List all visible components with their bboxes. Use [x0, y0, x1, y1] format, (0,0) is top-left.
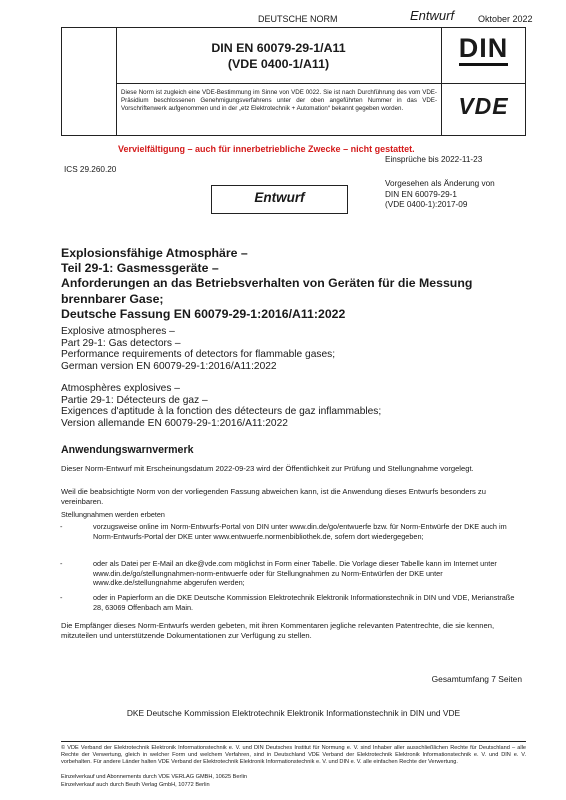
title-german-line-4: brennbarer Gase;	[61, 291, 164, 306]
list-item-text: oder als Datei per E-Mail an dke@vde.com möglichst in Form einer Tabelle. Die Vorlage dieser Tabelle kann im Internet unter www.din.de/go/stellungnahmen-norm-entwuerfe oder für Stellungnahmen zu Norm-Entwürfen der DKE unter www.dke.de/stellungnahme abgerufen werden;	[93, 559, 497, 588]
title-english-line-4: German version EN 60079-29-1:2016/A11:2022	[61, 360, 277, 372]
sales-vde: Einzelverkauf und Abonnements durch VDE VERLAG GMBH, 10625 Berlin	[61, 774, 247, 780]
title-german	[61, 246, 531, 322]
warning-paragraph-1: Dieser Norm-Entwurf mit Erscheinungsdatum 2022-09-23 wird der Öffentlichkeit zur Prüfung und Stellungnahme vorgelegt.	[61, 464, 474, 473]
amendment-line-3: (VDE 0400-1):2017-09	[385, 200, 468, 210]
footer-rule	[61, 741, 526, 742]
warning-heading: Anwendungswarnvermerk	[61, 444, 194, 456]
list-bullet: -	[60, 559, 63, 568]
title-english-line-1: Explosive atmospheres –	[61, 326, 175, 337]
copyright-notice: © VDE Verband der Elektrotechnik Elektronik Informationstechnik e. V. und DIN Deutsches Institut für Normung e. V. sind Inhaber aller ausschließlichen Rechte für Deutschland – alle Rechte der Verwertung, gleich in welcher Form und welchem Verfahren, sind in Deutschland VDE Verband der Elektrotechnik Elektronik Informationstechnik e. V. und DIN e. V. vorbehalten. Für andere Länder halten VDE Verband der Elektrotechnik Elektronik Informationstechnik e. V. und DIN e. V. alle einfachen Rechte der Verwertung.	[61, 745, 526, 766]
title-french-line-3: Exigences d'aptitude à la fonction des détecteurs de gaz inflammables;	[61, 406, 382, 418]
title-english-line-2: Part 29-1: Gas detectors –	[61, 337, 181, 349]
copy-warning: Vervielfältigung – auch für innerbetriebliche Zwecke – nicht gestattet.	[118, 144, 415, 154]
amendment-info	[385, 179, 495, 211]
title-german-line-1: Explosionsfähige Atmosphäre –	[61, 246, 248, 260]
comments-intro: Stellungnahmen werden erbeten	[61, 510, 165, 519]
vde-logo: VDE	[458, 93, 509, 119]
vde-notice: Diese Norm ist zugleich eine VDE-Bestimmung im Sinne von VDE 0022. Sie ist nach Durchführung des vom VDE-Präsidium beschlossenen Genehmigungsverfahrens unter der oben angeführten Nummer in das VDE-Vorschriftenwerk aufgenommen und in der „etz Elektrotechnik + Automation“ bekannt gegeben worden.	[121, 89, 437, 113]
amendment-line-1: Vorgesehen als Änderung von	[385, 179, 495, 188]
total-pages: Gesamtumfang 7 Seiten	[431, 674, 522, 684]
list-item-text: vorzugsweise online im Norm-Entwurfs-Portal von DIN unter www.din.de/go/entwuerfe bzw. für Norm-Entwürfe der DKE auch im Norm-Entwurfs-Portal der DKE unter www.entwuerfe.normenbibliothek.de, sofern dort wiedergegeben;	[93, 522, 507, 541]
title-english-line-3: Performance requirements of detectors for flammable gases;	[61, 349, 336, 361]
title-french-line-1: Atmosphères explosives –	[61, 383, 180, 394]
document-number: DIN EN 60079-29-1/A11	[211, 41, 346, 55]
publisher: DKE Deutsche Kommission Elektrotechnik Elektronik Informationstechnik in DIN und VDE	[126, 708, 461, 718]
list-item	[60, 522, 522, 541]
header-date: Oktober 2022	[478, 14, 533, 24]
header-status: Entwurf	[410, 8, 455, 23]
draft-stamp-label: Entwurf	[254, 190, 305, 205]
list-bullet: -	[60, 522, 63, 531]
title-english	[61, 326, 531, 372]
amendment-line-2: DIN EN 60079-29-1	[385, 189, 457, 199]
patent-paragraph: Die Empfänger dieses Norm-Entwurfs werden gebeten, mit ihren Kommentaren jegliche relevanten Patentrechte, die sie kennen, mitzuteilen und unterstützende Dokumentationen zur Verfügung zu stellen.	[61, 621, 495, 640]
list-item	[60, 593, 522, 612]
ics-code: ICS 29.260.20	[64, 165, 117, 174]
title-french-line-2: Partie 29-1: Détecteurs de gaz –	[61, 394, 208, 406]
din-logo	[441, 33, 526, 66]
title-german-line-5: Deutsche Fassung EN 60079-29-1:2016/A11:2022	[61, 306, 346, 321]
list-item	[60, 559, 522, 588]
title-german-line-2: Teil 29-1: Gasmessgeräte –	[61, 261, 219, 276]
header-norm-label: DEUTSCHE NORM	[258, 14, 338, 24]
sales-beuth: Einzelverkauf auch durch Beuth Verlag GmbH, 10772 Berlin	[61, 782, 210, 788]
warning-paragraph-2: Weil die beabsichtigte Norm von der vorliegenden Fassung abweichen kann, ist die Anwendung dieses Entwurfs besonders zu vereinbaren.	[61, 487, 486, 506]
title-german-line-3: Anforderungen an das Betriebsverhalten von Geräten für die Messung	[61, 276, 473, 291]
title-french-line-4: Version allemande EN 60079-29-1:2016/A11:2022	[61, 417, 288, 429]
vde-number: (VDE 0400-1/A11)	[227, 57, 330, 71]
list-item-text: oder in Papierform an die DKE Deutsche Kommission Elektrotechnik Elektronik Informationstechnik in DIN und VDE, Merianstraße 28, 63069 Offenbach am Main.	[93, 593, 515, 612]
title-french	[61, 383, 531, 429]
objection-deadline: Einsprüche bis 2022-11-23	[385, 155, 483, 164]
list-bullet: -	[60, 593, 63, 602]
title-frame-divider-h	[116, 83, 526, 84]
din-logo-text: DIN	[459, 33, 509, 66]
